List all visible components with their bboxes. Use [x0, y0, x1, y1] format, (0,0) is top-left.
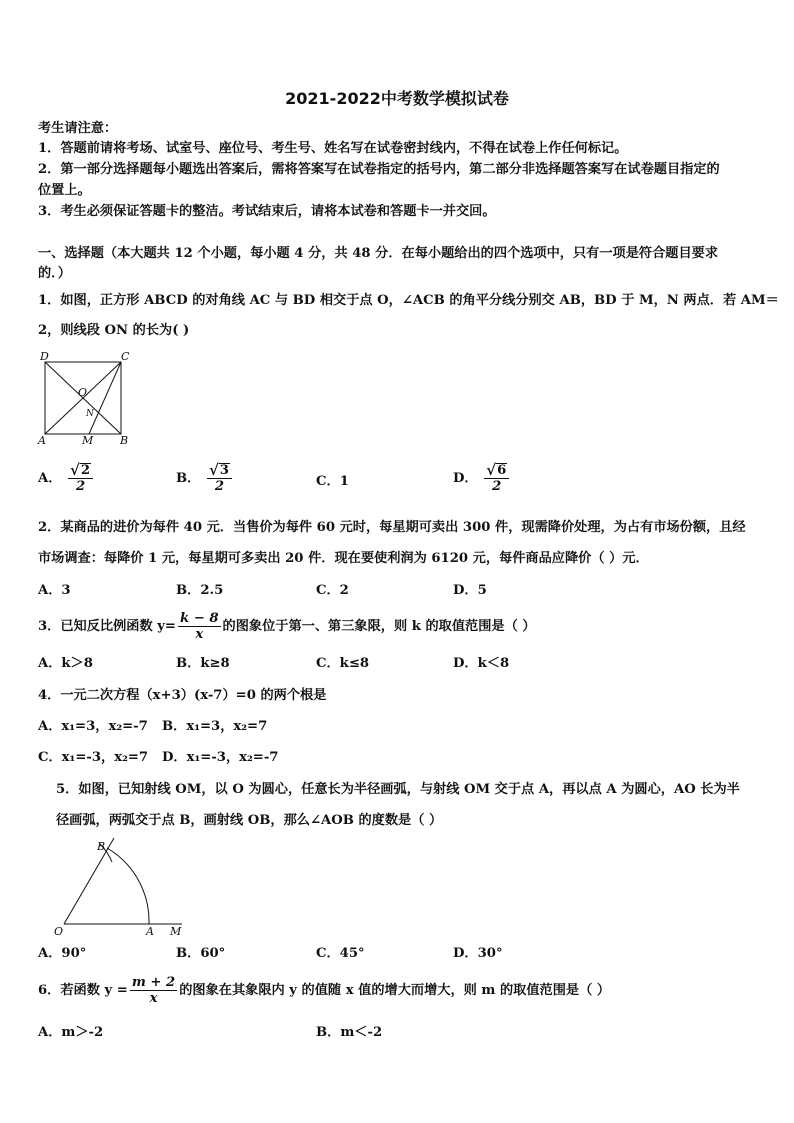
q2-stem: 2．某商品的进价为每件 40 元．当售价为每件 60 元时，每星期可卖出 300 件，现需降价处理，为占有市场份额，且经 — [38, 520, 746, 535]
q1-option-d[interactable]: D． √ 6 2 — [453, 463, 511, 494]
notice-item-2: 2．第一部分选择题每小题选出答案后，需将答案写在试卷指定的括号内，第二部分非选择题答案写在试卷题目指定的 — [38, 162, 720, 177]
label-n: N — [86, 409, 94, 419]
q4-option-d[interactable]: D．x₁=-3，x₂=-7 — [162, 750, 279, 765]
q3-option-c[interactable]: C．k≤8 — [316, 656, 370, 671]
q2-option-b[interactable]: B．2.5 — [176, 583, 224, 598]
label-c: C — [121, 350, 130, 363]
q5-option-a[interactable]: A．90° — [38, 946, 87, 961]
notice-item-2-cont: 位置上。 — [38, 183, 91, 198]
notice-item-3: 3．考生必须保证答题卡的整洁。考试结束后，请将本试卷和答题卡一并交回。 — [38, 204, 496, 219]
q3-stem: 3．已知反比例函数 y= $\frac{k - 8}{x}$ 的图象位于第一、第三象限，则 k 的取值范围是（ ） — [38, 611, 536, 642]
q6-stem: 6．若函数 y = $\frac{m + 2}{x}$ 的图象在其象限内 y 的值随 x 值的增大而增大，则 m 的取值范围是（ ） — [38, 975, 611, 1006]
q4-option-a[interactable]: A．x₁=3，x₂=-7 — [38, 719, 148, 734]
q2-stem-cont: 市场调查：每降价 1 元，每星期可多卖出 20 件．现在要使利润为 6120 元，每件商品应降价（ ）元． — [38, 551, 649, 566]
q1-stem-cont: 2，则线段 ON 的长为( ) — [38, 323, 190, 338]
q5-option-c[interactable]: C．45° — [316, 946, 365, 961]
notice-heading: 考生请注意： — [38, 121, 118, 136]
q4-option-c[interactable]: C．x₁=-3，x₂=7 — [38, 750, 149, 765]
q2-option-d[interactable]: D．5 — [453, 583, 487, 598]
label-a: A — [146, 925, 154, 938]
label-o: O — [54, 925, 64, 938]
q2-option-a[interactable]: A．3 — [38, 583, 71, 598]
q3-option-b[interactable]: B．k≥8 — [176, 656, 230, 671]
label-m: M — [82, 434, 94, 446]
q6-option-a[interactable]: A．m＞-2 — [38, 1025, 104, 1040]
q1-option-b[interactable]: B． √ 3 2 — [176, 463, 234, 494]
q4-option-b[interactable]: B．x₁=3，x₂=7 — [162, 719, 268, 734]
q5-stem-cont: 径画弧，两弧交于点 B，画射线 OB，那么∠AOB 的度数是（ ） — [56, 813, 443, 828]
label-m: M — [170, 925, 182, 938]
q1-option-a[interactable]: A． √ 2 2 — [38, 463, 95, 494]
section-heading: 一、选择题（本大题共 12 个小题，每小题 4 分，共 48 分．在每小题给出的四个选项中，只有一项是符合题目要求 — [38, 246, 719, 261]
q1-option-c[interactable]: C．1 — [316, 474, 349, 489]
q5-stem: 5．如图，已知射线 OM，以 O 为圆心，任意长为半径画弧，与射线 OM 交于点 A，再以点 A 为圆心，AO 长为半 — [56, 782, 740, 797]
q3-option-a[interactable]: A．k＞8 — [38, 656, 93, 671]
q5-option-b[interactable]: B．60° — [176, 946, 226, 961]
label-d: D — [40, 350, 49, 363]
q1-stem: 1．如图，正方形 ABCD 的对角线 AC 与 BD 相交于点 O，∠ACB 的角平分线分别交 AB，BD 于 M，N 两点．若 AM＝ — [38, 293, 779, 308]
q4-stem: 4．一元二次方程（x+3）(x-7）=0 的两个根是 — [38, 688, 327, 703]
label-o: O — [78, 386, 88, 399]
q6-option-b[interactable]: B．m＜-2 — [316, 1025, 383, 1040]
q2-option-c[interactable]: C．2 — [316, 583, 349, 598]
section-heading-cont: 的．） — [38, 266, 71, 281]
label-b: B — [120, 434, 129, 446]
label-b: B — [97, 840, 106, 853]
q5-arc-figure — [52, 834, 192, 940]
q3-option-d[interactable]: D．k＜8 — [453, 656, 510, 671]
label-a: A — [38, 434, 46, 446]
page-title: 2021-2022中考数学模拟试卷 — [285, 89, 509, 108]
notice-item-1: 1．答题前请将考场、试室号、座位号、考生号、姓名写在试卷密封线内，不得在试卷上作任何标记。 — [38, 141, 628, 156]
q1-square-figure — [36, 350, 136, 446]
q5-option-d[interactable]: D．30° — [453, 946, 503, 961]
